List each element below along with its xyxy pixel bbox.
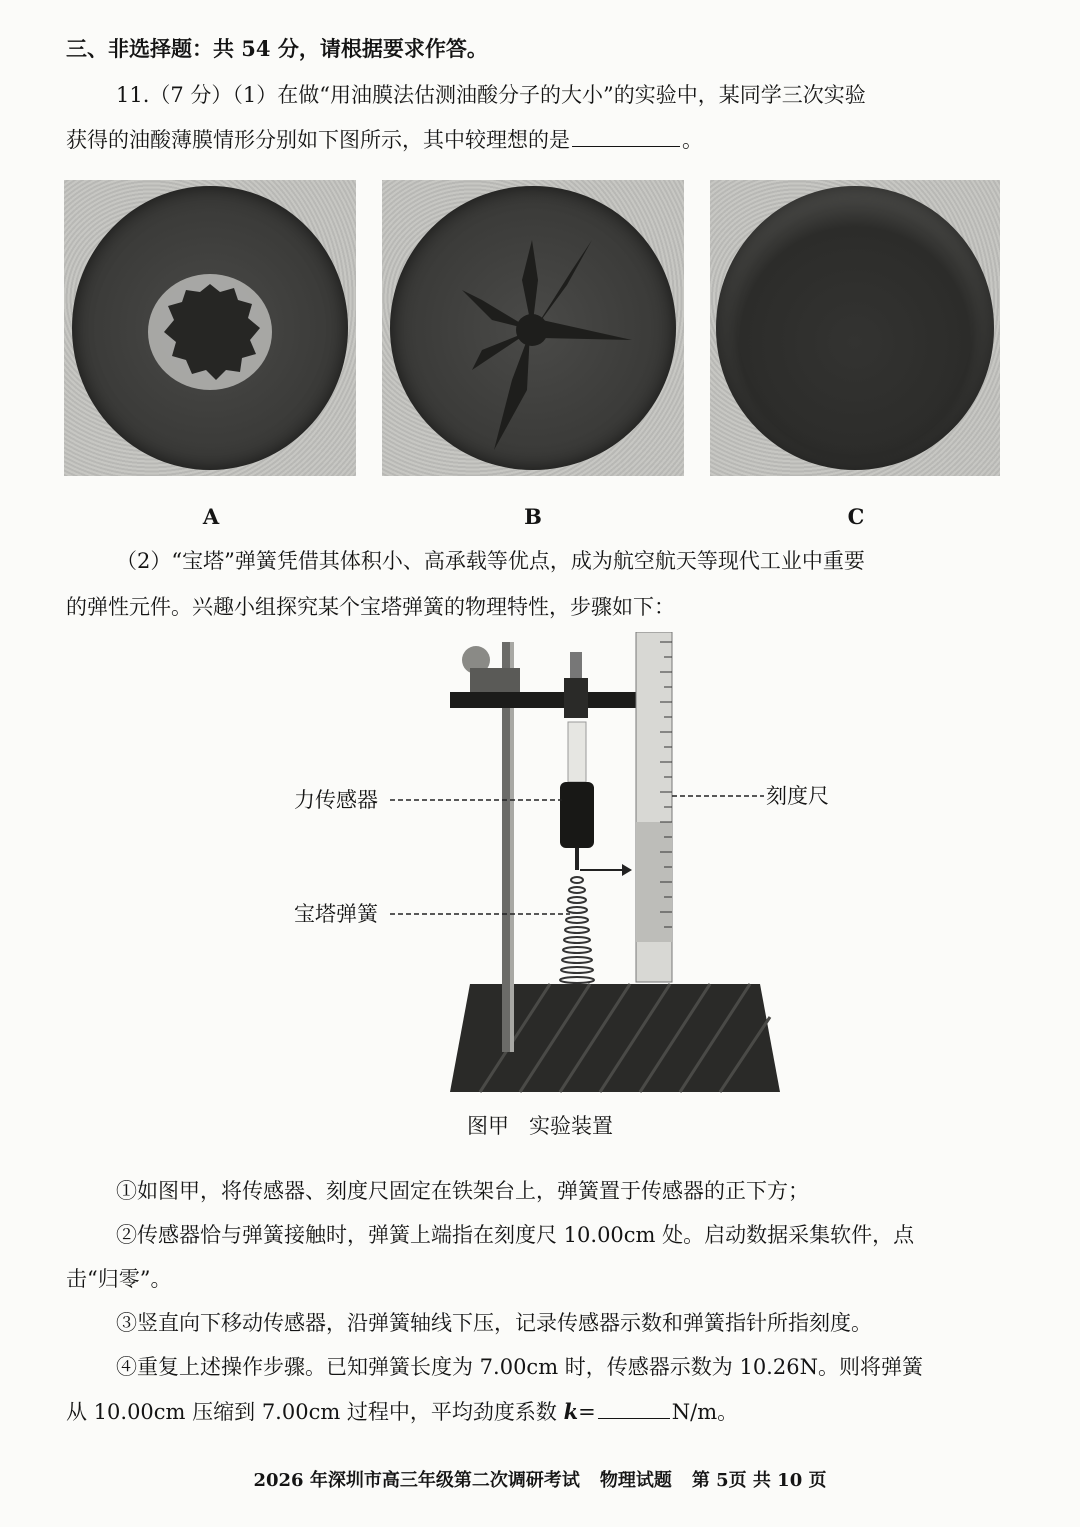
oil-film-shape-a bbox=[64, 180, 356, 476]
figure-label-c: C bbox=[847, 504, 865, 529]
leader-line-spring bbox=[390, 912, 570, 916]
apparatus-photo bbox=[440, 632, 790, 1096]
answer-blank-1[interactable] bbox=[572, 124, 680, 147]
footer-exam: 2026 年深圳市高三年级第二次调研考试 bbox=[253, 1470, 580, 1491]
label-spring: 宝塔弹簧 bbox=[294, 902, 378, 926]
petri-dish-c bbox=[716, 186, 994, 470]
q11-line1: 11.（7 分）（1）在做“用油膜法估测油酸分子的大小”的实验中，某同学三次实验 bbox=[116, 83, 866, 107]
label-ruler: 刻度尺 bbox=[766, 784, 829, 808]
step-2-line1: ②传感器恰与弹簧接触时，弹簧上端指在刻度尺 10.00cm 处。启动数据采集软件，点 bbox=[116, 1223, 915, 1247]
step-3: ③竖直向下移动传感器，沿弹簧轴线下压，记录传感器示数和弹簧指针所指刻度。 bbox=[116, 1311, 872, 1335]
footer-page: 第 5页 共 10 页 bbox=[691, 1470, 827, 1491]
leader-line-ruler bbox=[672, 794, 764, 798]
equals-sign: = bbox=[578, 1400, 596, 1424]
step-2-line2: 击“归零”。 bbox=[66, 1267, 172, 1291]
figure-label-a: A bbox=[202, 504, 220, 529]
figure-label-b: B bbox=[524, 504, 542, 529]
leader-line-force-sensor bbox=[390, 798, 562, 802]
k-symbol: k bbox=[563, 1399, 579, 1424]
step-4-line2-text: 从 10.00cm 压缩到 7.00cm 过程中，平均劲度系数 bbox=[66, 1400, 564, 1424]
figure-caption bbox=[0, 1110, 1080, 1140]
footer-subject: 物理试题 bbox=[599, 1470, 672, 1491]
answer-blank-2[interactable] bbox=[598, 1396, 670, 1419]
unit-text: N/m。 bbox=[671, 1400, 739, 1424]
oil-film-shape-b bbox=[382, 180, 684, 476]
page-footer bbox=[0, 1466, 1080, 1492]
section-title: 三、非选择题：共 54 分，请根据要求作答。 bbox=[66, 36, 488, 61]
q11-part2-line2: 的弹性元件。兴趣小组探究某个宝塔弹簧的物理特性，步骤如下： bbox=[66, 595, 675, 619]
q11-line2 bbox=[66, 124, 703, 155]
step-4-line1: ④重复上述操作步骤。已知弹簧长度为 7.00cm 时，传感器示数为 10.26N。则将弹簧 bbox=[116, 1355, 923, 1379]
figure-caption-title: 实验装置 bbox=[529, 1114, 614, 1138]
step-1: ①如图甲，将传感器、刻度尺固定在铁架台上，弹簧置于传感器的正下方； bbox=[116, 1179, 809, 1203]
figure-caption-number: 图甲 bbox=[466, 1114, 509, 1138]
q11-line2-text: 获得的油酸薄膜情形分别如下图所示，其中较理想的是 bbox=[66, 128, 570, 152]
oil-film-photo-b bbox=[382, 180, 684, 476]
q11-part2-line1: （2）“宝塔”弹簧凭借其体积小、高承载等优点，成为航空航天等现代工业中重要 bbox=[116, 549, 865, 573]
oil-film-photo-a bbox=[64, 180, 356, 476]
step-4-line2 bbox=[66, 1396, 738, 1427]
label-force-sensor: 力传感器 bbox=[294, 788, 378, 812]
q11-line2-end: 。 bbox=[682, 128, 703, 152]
oil-film-photo-c bbox=[710, 180, 1000, 476]
